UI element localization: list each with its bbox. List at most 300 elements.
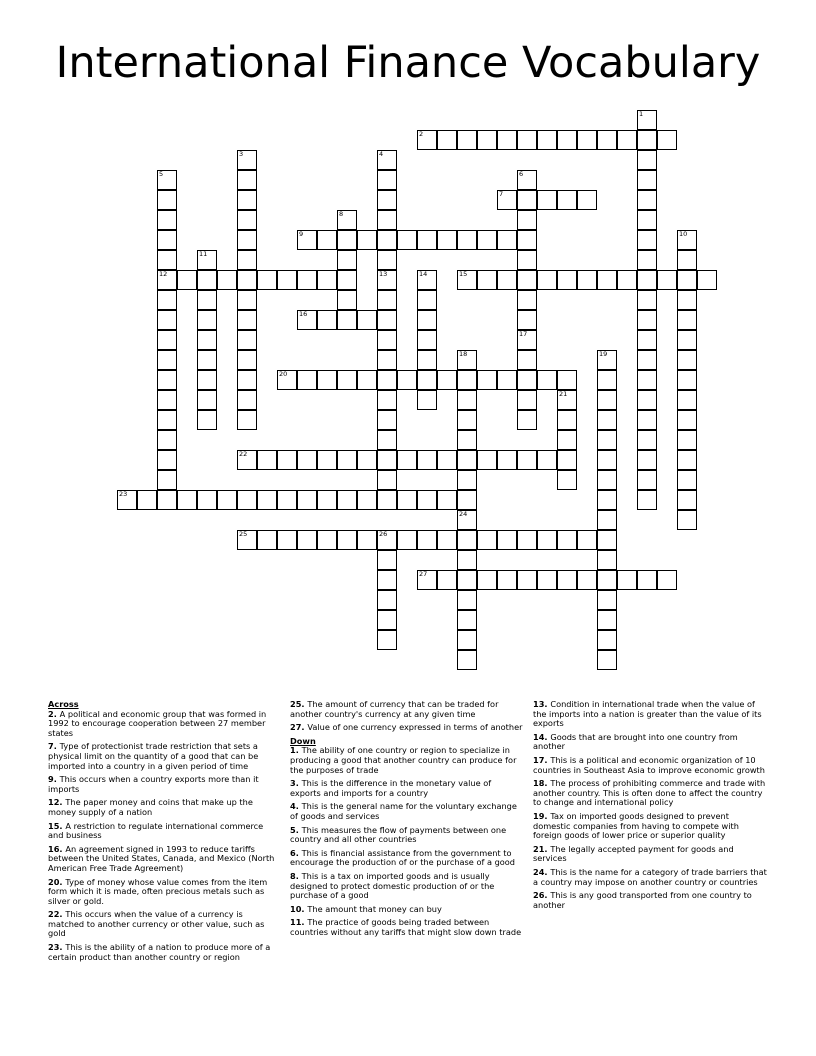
grid-cell[interactable] — [597, 410, 617, 430]
grid-cell[interactable] — [237, 170, 257, 190]
grid-cell[interactable] — [517, 450, 537, 470]
grid-cell[interactable] — [157, 270, 177, 290]
grid-cell[interactable] — [297, 450, 317, 470]
grid-cell[interactable] — [517, 170, 537, 190]
grid-cell[interactable] — [277, 450, 297, 470]
grid-cell[interactable] — [597, 130, 617, 150]
grid-cell[interactable] — [197, 370, 217, 390]
grid-cell[interactable] — [377, 310, 397, 330]
clue-number: 11 — [199, 250, 208, 258]
grid-cell[interactable] — [117, 490, 137, 510]
grid-cell[interactable] — [637, 390, 657, 410]
grid-cell[interactable] — [197, 250, 217, 270]
grid-cell[interactable] — [497, 190, 517, 210]
grid-cell[interactable] — [637, 190, 657, 210]
grid-cell[interactable] — [477, 530, 497, 550]
grid-cell[interactable] — [477, 270, 497, 290]
grid-cell[interactable] — [337, 370, 357, 390]
grid-cell[interactable] — [557, 270, 577, 290]
clue-number: 15 — [459, 270, 468, 278]
grid-cell[interactable] — [277, 370, 297, 390]
grid-cell[interactable] — [317, 530, 337, 550]
grid-cell[interactable] — [597, 350, 617, 370]
grid-cell[interactable] — [337, 270, 357, 290]
grid-cell[interactable] — [517, 410, 537, 430]
grid-cell[interactable] — [417, 230, 437, 250]
grid-cell[interactable] — [357, 230, 377, 250]
grid-cell[interactable] — [597, 390, 617, 410]
grid-cell[interactable] — [377, 550, 397, 570]
grid-cell[interactable] — [457, 590, 477, 610]
grid-cell[interactable] — [597, 590, 617, 610]
grid-cell[interactable] — [417, 270, 437, 290]
grid-cell[interactable] — [357, 370, 377, 390]
grid-cell[interactable] — [377, 490, 397, 510]
grid-cell[interactable] — [537, 530, 557, 550]
grid-cell[interactable] — [637, 490, 657, 510]
grid-cell[interactable] — [337, 450, 357, 470]
grid-cell[interactable] — [457, 550, 477, 570]
grid-cell[interactable] — [497, 570, 517, 590]
clue-number: 4 — [379, 150, 384, 158]
down-header: Down — [290, 735, 316, 746]
grid-cell[interactable] — [557, 450, 577, 470]
grid-cell[interactable] — [677, 350, 697, 370]
clue-number-label: 26 — [533, 890, 545, 901]
grid-cell[interactable] — [677, 450, 697, 470]
grid-cell[interactable] — [597, 650, 617, 670]
grid-cell[interactable] — [597, 490, 617, 510]
grid-cell[interactable] — [317, 450, 337, 470]
grid-cell[interactable] — [597, 530, 617, 550]
grid-cell[interactable] — [677, 390, 697, 410]
down-clue: 17. This is a political and economic organization of 10 countries in Southeast Asia to improve economic growth — [533, 754, 765, 775]
grid-cell[interactable] — [197, 390, 217, 410]
clue-number: 13 — [379, 270, 388, 278]
grid-cell[interactable] — [377, 590, 397, 610]
grid-cell[interactable] — [417, 290, 437, 310]
grid-cell[interactable] — [597, 570, 617, 590]
grid-cell[interactable] — [577, 270, 597, 290]
grid-cell[interactable] — [577, 570, 597, 590]
grid-cell[interactable] — [277, 530, 297, 550]
grid-cell[interactable] — [517, 390, 537, 410]
grid-cell[interactable] — [557, 190, 577, 210]
grid-cell[interactable] — [457, 530, 477, 550]
grid-cell[interactable] — [317, 370, 337, 390]
clue-text: A restriction to regulate international commerce and business — [48, 820, 264, 841]
grid-cell[interactable] — [677, 310, 697, 330]
grid-cell[interactable] — [257, 530, 277, 550]
grid-cell[interactable] — [137, 490, 157, 510]
grid-cell[interactable] — [457, 270, 477, 290]
grid-cell[interactable] — [637, 250, 657, 270]
grid-cell[interactable] — [637, 370, 657, 390]
grid-cell[interactable] — [157, 430, 177, 450]
grid-cell[interactable] — [457, 230, 477, 250]
grid-cell[interactable] — [677, 250, 697, 270]
grid-cell[interactable] — [677, 410, 697, 430]
grid-cell[interactable] — [597, 470, 617, 490]
grid-cell[interactable] — [597, 510, 617, 530]
grid-cell[interactable] — [337, 210, 357, 230]
grid-cell[interactable] — [197, 410, 217, 430]
grid-cell[interactable] — [497, 530, 517, 550]
grid-cell[interactable] — [677, 230, 697, 250]
grid-cell[interactable] — [297, 370, 317, 390]
grid-cell[interactable] — [537, 570, 557, 590]
grid-cell[interactable] — [397, 450, 417, 470]
grid-cell[interactable] — [237, 410, 257, 430]
grid-cell[interactable] — [257, 450, 277, 470]
grid-cell[interactable] — [517, 250, 537, 270]
grid-cell[interactable] — [577, 190, 597, 210]
grid-cell[interactable] — [657, 130, 677, 150]
grid-cell[interactable] — [417, 370, 437, 390]
grid-cell[interactable] — [237, 490, 257, 510]
grid-cell[interactable] — [377, 630, 397, 650]
grid-cell[interactable] — [637, 430, 657, 450]
grid-cell[interactable] — [437, 370, 457, 390]
grid-cell[interactable] — [157, 310, 177, 330]
grid-cell[interactable] — [637, 310, 657, 330]
grid-cell[interactable] — [457, 570, 477, 590]
clue-column-2 — [290, 700, 524, 941]
grid-cell[interactable] — [377, 530, 397, 550]
grid-cell[interactable] — [597, 450, 617, 470]
grid-cell[interactable] — [517, 310, 537, 330]
grid-cell[interactable] — [157, 370, 177, 390]
grid-cell[interactable] — [157, 490, 177, 510]
grid-cell[interactable] — [497, 370, 517, 390]
clue-number-label: 5 — [290, 824, 296, 835]
down-clue: 21. The legally accepted payment for goods and services — [533, 843, 734, 864]
clue-number: 24 — [459, 510, 468, 518]
grid-cell[interactable] — [677, 330, 697, 350]
grid-cell[interactable] — [197, 330, 217, 350]
grid-cell[interactable] — [157, 250, 177, 270]
grid-cell[interactable] — [237, 350, 257, 370]
grid-cell[interactable] — [437, 130, 457, 150]
grid-cell[interactable] — [457, 490, 477, 510]
grid-cell[interactable] — [457, 130, 477, 150]
grid-cell[interactable] — [457, 410, 477, 430]
grid-cell[interactable] — [257, 490, 277, 510]
grid-cell[interactable] — [257, 270, 277, 290]
grid-cell[interactable] — [377, 270, 397, 290]
grid-cell[interactable] — [377, 370, 397, 390]
grid-cell[interactable] — [617, 270, 637, 290]
grid-cell[interactable] — [637, 450, 657, 470]
grid-cell[interactable] — [377, 290, 397, 310]
grid-cell[interactable] — [437, 570, 457, 590]
grid-cell[interactable] — [217, 270, 237, 290]
grid-cell[interactable] — [477, 450, 497, 470]
grid-cell[interactable] — [357, 310, 377, 330]
grid-cell[interactable] — [497, 270, 517, 290]
grid-cell[interactable] — [637, 290, 657, 310]
grid-cell[interactable] — [317, 270, 337, 290]
grid-cell[interactable] — [597, 610, 617, 630]
grid-cell[interactable] — [377, 230, 397, 250]
grid-cell[interactable] — [457, 350, 477, 370]
grid-cell[interactable] — [577, 130, 597, 150]
grid-cell[interactable] — [437, 490, 457, 510]
grid-cell[interactable] — [517, 530, 537, 550]
grid-cell[interactable] — [517, 270, 537, 290]
grid-cell[interactable] — [557, 430, 577, 450]
grid-cell[interactable] — [457, 650, 477, 670]
grid-cell[interactable] — [237, 390, 257, 410]
grid-cell[interactable] — [677, 290, 697, 310]
grid-cell[interactable] — [197, 350, 217, 370]
grid-cell[interactable] — [637, 570, 657, 590]
grid-cell[interactable] — [457, 370, 477, 390]
down-clue: 3. This is the difference in the monetary value of exports and imports for a country — [290, 778, 492, 798]
clue-number: 7 — [499, 190, 504, 198]
grid-cell[interactable] — [637, 470, 657, 490]
grid-cell[interactable] — [157, 170, 177, 190]
grid-cell[interactable] — [517, 370, 537, 390]
grid-cell[interactable] — [557, 470, 577, 490]
grid-cell[interactable] — [317, 310, 337, 330]
grid-cell[interactable] — [157, 290, 177, 310]
grid-cell[interactable] — [477, 370, 497, 390]
grid-cell[interactable] — [377, 410, 397, 430]
grid-cell[interactable] — [557, 370, 577, 390]
grid-cell[interactable] — [677, 490, 697, 510]
grid-cell[interactable] — [417, 390, 437, 410]
grid-cell[interactable] — [377, 350, 397, 370]
grid-cell[interactable] — [637, 410, 657, 430]
grid-cell[interactable] — [317, 230, 337, 250]
grid-cell[interactable] — [417, 570, 437, 590]
grid-cell[interactable] — [377, 170, 397, 190]
grid-cell[interactable] — [457, 450, 477, 470]
grid-cell[interactable] — [597, 270, 617, 290]
grid-cell[interactable] — [657, 570, 677, 590]
grid-cell[interactable] — [297, 530, 317, 550]
grid-cell[interactable] — [197, 290, 217, 310]
grid-cell[interactable] — [357, 490, 377, 510]
grid-cell[interactable] — [637, 350, 657, 370]
grid-cell[interactable] — [517, 290, 537, 310]
grid-cell[interactable] — [637, 330, 657, 350]
grid-cell[interactable] — [517, 350, 537, 370]
grid-cell[interactable] — [377, 470, 397, 490]
grid-cell[interactable] — [517, 570, 537, 590]
clue-number-label: 27 — [290, 722, 302, 733]
grid-cell[interactable] — [457, 510, 477, 530]
grid-cell[interactable] — [297, 230, 317, 250]
grid-cell[interactable] — [377, 150, 397, 170]
grid-cell[interactable] — [157, 450, 177, 470]
grid-cell[interactable] — [537, 370, 557, 390]
grid-cell[interactable] — [377, 210, 397, 230]
grid-cell[interactable] — [517, 210, 537, 230]
grid-cell[interactable] — [657, 270, 677, 290]
grid-cell[interactable] — [537, 190, 557, 210]
grid-cell[interactable] — [537, 270, 557, 290]
grid-cell[interactable] — [637, 270, 657, 290]
grid-cell[interactable] — [437, 530, 457, 550]
grid-cell[interactable] — [637, 110, 657, 130]
grid-cell[interactable] — [377, 390, 397, 410]
grid-cell[interactable] — [237, 270, 257, 290]
grid-cell[interactable] — [597, 370, 617, 390]
grid-cell[interactable] — [517, 230, 537, 250]
grid-cell[interactable] — [157, 230, 177, 250]
grid-cell[interactable] — [417, 350, 437, 370]
grid-cell[interactable] — [537, 450, 557, 470]
grid-cell[interactable] — [157, 190, 177, 210]
grid-cell[interactable] — [637, 150, 657, 170]
grid-cell[interactable] — [457, 610, 477, 630]
grid-cell[interactable] — [557, 130, 577, 150]
down-clue: 10. The amount that money can buy — [290, 903, 442, 914]
grid-cell[interactable] — [197, 270, 217, 290]
grid-cell[interactable] — [497, 230, 517, 250]
grid-cell[interactable] — [197, 310, 217, 330]
grid-cell[interactable] — [157, 210, 177, 230]
grid-cell[interactable] — [537, 130, 557, 150]
grid-cell[interactable] — [397, 530, 417, 550]
clue-number: 1 — [639, 110, 644, 118]
down-clue: 18. The process of prohibiting commerce and trade with another country. This is often done to affect the country to change and international policy — [533, 778, 766, 808]
grid-cell[interactable] — [377, 330, 397, 350]
grid-cell[interactable] — [417, 310, 437, 330]
grid-cell[interactable] — [237, 150, 257, 170]
grid-cell[interactable] — [277, 270, 297, 290]
grid-cell[interactable] — [677, 470, 697, 490]
grid-cell[interactable] — [377, 450, 397, 470]
grid-cell[interactable] — [157, 330, 177, 350]
grid-cell[interactable] — [617, 570, 637, 590]
grid-cell[interactable] — [317, 490, 337, 510]
grid-cell[interactable] — [417, 530, 437, 550]
grid-cell[interactable] — [197, 490, 217, 510]
grid-cell[interactable] — [677, 370, 697, 390]
grid-cell[interactable] — [457, 470, 477, 490]
grid-cell[interactable] — [357, 450, 377, 470]
down-clue: 26. This is any good transported from one country to another — [533, 890, 752, 910]
grid-cell[interactable] — [337, 290, 357, 310]
grid-cell[interactable] — [297, 490, 317, 510]
grid-cell[interactable] — [377, 250, 397, 270]
grid-cell[interactable] — [377, 190, 397, 210]
grid-cell[interactable] — [357, 530, 377, 550]
grid-cell[interactable] — [597, 630, 617, 650]
grid-cell[interactable] — [517, 130, 537, 150]
grid-cell[interactable] — [677, 510, 697, 530]
grid-cell[interactable] — [457, 390, 477, 410]
grid-cell[interactable] — [237, 290, 257, 310]
grid-cell[interactable] — [177, 270, 197, 290]
grid-cell[interactable] — [157, 470, 177, 490]
grid-cell[interactable] — [397, 370, 417, 390]
grid-cell[interactable] — [637, 170, 657, 190]
clue-text: This is any good transported from one country to another — [533, 890, 752, 910]
grid-cell[interactable] — [437, 450, 457, 470]
grid-cell[interactable] — [637, 230, 657, 250]
grid-cell[interactable] — [497, 450, 517, 470]
grid-cell[interactable] — [557, 410, 577, 430]
grid-cell[interactable] — [397, 230, 417, 250]
grid-cell[interactable] — [677, 270, 697, 290]
grid-cell[interactable] — [437, 230, 457, 250]
grid-cell[interactable] — [157, 390, 177, 410]
grid-cell[interactable] — [417, 490, 437, 510]
grid-cell[interactable] — [297, 270, 317, 290]
grid-cell[interactable] — [417, 330, 437, 350]
grid-cell[interactable] — [237, 450, 257, 470]
grid-cell[interactable] — [377, 570, 397, 590]
grid-cell[interactable] — [297, 310, 317, 330]
grid-cell[interactable] — [477, 130, 497, 150]
grid-cell[interactable] — [457, 630, 477, 650]
grid-cell[interactable] — [157, 350, 177, 370]
grid-cell[interactable] — [237, 310, 257, 330]
grid-cell[interactable] — [237, 330, 257, 350]
grid-cell[interactable] — [337, 530, 357, 550]
grid-cell[interactable] — [377, 610, 397, 630]
grid-cell[interactable] — [337, 490, 357, 510]
grid-cell[interactable] — [517, 190, 537, 210]
grid-cell[interactable] — [337, 230, 357, 250]
grid-cell[interactable] — [617, 130, 637, 150]
grid-cell[interactable] — [557, 530, 577, 550]
grid-cell[interactable] — [237, 190, 257, 210]
grid-cell[interactable] — [597, 550, 617, 570]
grid-cell[interactable] — [577, 530, 597, 550]
grid-cell[interactable] — [237, 370, 257, 390]
grid-cell[interactable] — [457, 430, 477, 450]
grid-cell[interactable] — [697, 270, 717, 290]
grid-cell[interactable] — [397, 490, 417, 510]
grid-cell[interactable] — [377, 430, 397, 450]
grid-cell[interactable] — [477, 230, 497, 250]
grid-cell[interactable] — [417, 450, 437, 470]
down-clue-list — [290, 746, 524, 937]
clue-number-label: 15 — [48, 820, 60, 831]
grid-cell[interactable] — [157, 410, 177, 430]
grid-cell[interactable] — [277, 490, 297, 510]
grid-cell[interactable] — [637, 210, 657, 230]
grid-cell[interactable] — [337, 310, 357, 330]
grid-cell[interactable] — [237, 230, 257, 250]
grid-cell[interactable] — [677, 430, 697, 450]
grid-cell[interactable] — [237, 250, 257, 270]
clue-number: 9 — [299, 230, 304, 238]
grid-cell[interactable] — [177, 490, 197, 510]
grid-cell[interactable] — [417, 130, 437, 150]
grid-cell[interactable] — [477, 570, 497, 590]
grid-cell[interactable] — [337, 250, 357, 270]
grid-cell[interactable] — [557, 570, 577, 590]
down-clue: 11. The practice of goods being traded between countries without any tariffs that might slow down trade — [290, 917, 522, 937]
grid-cell[interactable] — [497, 130, 517, 150]
clue-number-label: 21 — [533, 843, 545, 854]
grid-cell[interactable] — [597, 430, 617, 450]
clue-number: 20 — [279, 370, 288, 378]
grid-cell[interactable] — [237, 210, 257, 230]
grid-cell[interactable] — [217, 490, 237, 510]
grid-cell[interactable] — [557, 390, 577, 410]
clue-number-label: 6 — [290, 847, 296, 858]
grid-cell[interactable] — [517, 330, 537, 350]
grid-cell[interactable] — [237, 530, 257, 550]
grid-cell[interactable] — [637, 130, 657, 150]
